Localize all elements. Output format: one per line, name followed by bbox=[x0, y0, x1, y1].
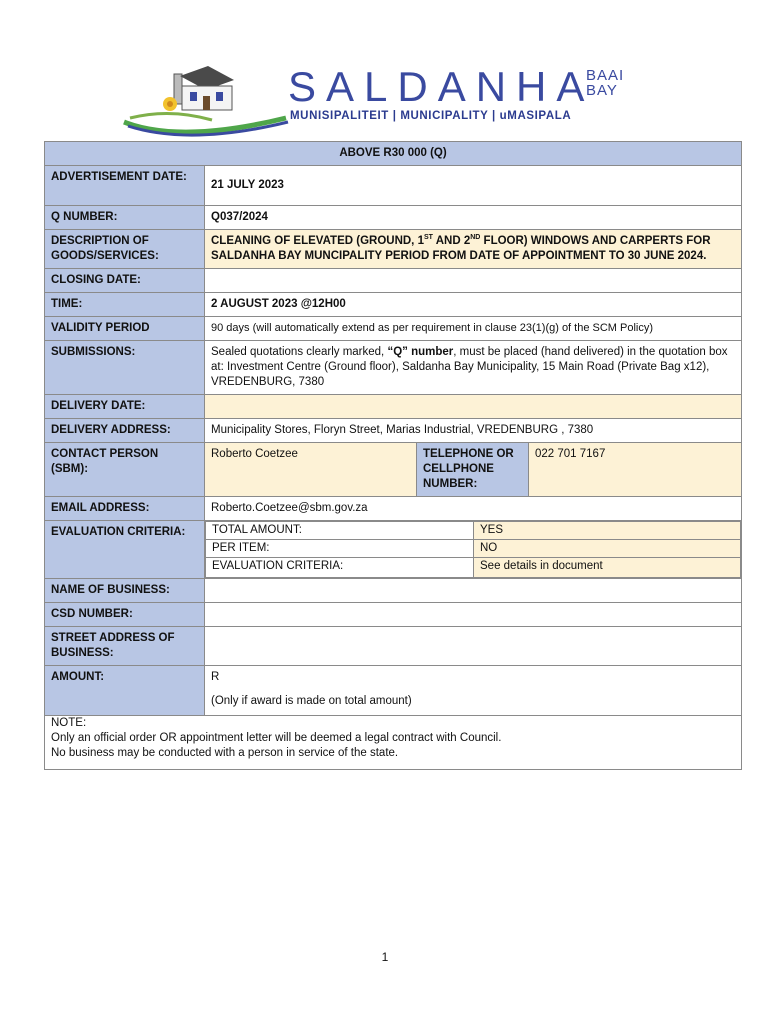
form-title-row bbox=[45, 142, 742, 166]
email-label: EMAIL ADDRESS: bbox=[45, 497, 205, 521]
evaluation-criteria-table bbox=[205, 521, 741, 578]
description-row bbox=[45, 230, 742, 269]
note-row bbox=[45, 716, 742, 770]
evaluation-criteria-row bbox=[206, 540, 741, 558]
evaluation-criteria-row bbox=[206, 522, 741, 540]
time-label: TIME: bbox=[45, 293, 205, 317]
description-label: DESCRIPTION OF GOODS/SERVICES: bbox=[45, 230, 205, 269]
delivery-date-value bbox=[205, 395, 742, 419]
amount-value: R bbox=[211, 671, 220, 683]
evaluation-label: EVALUATION CRITERIA: bbox=[45, 521, 205, 579]
evaluation-criteria-value: NO bbox=[474, 540, 741, 558]
contact-value: Roberto Coetzee bbox=[205, 443, 417, 497]
form-title: ABOVE R30 000 (Q) bbox=[45, 142, 742, 166]
email-value: Roberto.Coetzee@sbm.gov.za bbox=[205, 497, 742, 521]
logo-tagline: MUNISIPALITEIT | MUNICIPALITY | uMASIPALA bbox=[290, 110, 572, 122]
evaluation-criteria-name: PER ITEM: bbox=[206, 540, 474, 558]
advert-date-row bbox=[45, 166, 742, 206]
closing-date-row bbox=[45, 269, 742, 293]
amount-row bbox=[45, 666, 742, 716]
q-number-row bbox=[45, 206, 742, 230]
time-row bbox=[45, 293, 742, 317]
csd-label: CSD NUMBER: bbox=[45, 603, 205, 627]
submissions-value bbox=[205, 341, 742, 395]
submissions-part2: , must be placed (hand delivered) in the quotation box at: Investment Centre (Ground floor), Saldanha Bay Municipality, 15 Main Road (Private Bag x12), VREDENBURG, 7380 bbox=[211, 346, 728, 388]
business-name-row bbox=[45, 579, 742, 603]
quotation-form-table bbox=[44, 141, 742, 770]
contact-row bbox=[45, 443, 742, 497]
street-address-label: STREET ADDRESS OF BUSINESS: bbox=[45, 627, 205, 666]
description-part2: AND 2 bbox=[432, 235, 471, 247]
description-part3: FLOOR) WINDOWS AND CARPERTS FOR SALDANHA BAY MUNCIPALITY PERIOD FROM DATE OF APPOINTMENT TO 30 JUNE 2024. bbox=[211, 235, 711, 262]
house-emblem-icon bbox=[120, 58, 290, 138]
amount-label: AMOUNT: bbox=[45, 666, 205, 716]
note-title: NOTE: bbox=[51, 717, 87, 729]
delivery-address-label: DELIVERY ADDRESS: bbox=[45, 419, 205, 443]
email-row bbox=[45, 497, 742, 521]
contact-label: CONTACT PERSON (SBM): bbox=[45, 443, 205, 497]
brand-sub-baai: BAAI bbox=[586, 67, 625, 84]
submissions-part1: Sealed quotations clearly marked, bbox=[211, 346, 388, 358]
submissions-row bbox=[45, 341, 742, 395]
validity-label: VALIDITY PERIOD bbox=[45, 317, 205, 341]
note-cell bbox=[45, 716, 742, 770]
amount-field[interactable] bbox=[205, 666, 742, 716]
csd-number-field[interactable] bbox=[205, 603, 742, 627]
submissions-label: SUBMISSIONS: bbox=[45, 341, 205, 395]
business-name-label: NAME OF BUSINESS: bbox=[45, 579, 205, 603]
municipality-logo bbox=[120, 58, 640, 138]
amount-note: (Only if award is made on total amount) bbox=[211, 695, 412, 707]
delivery-date-row bbox=[45, 395, 742, 419]
delivery-address-row bbox=[45, 419, 742, 443]
closing-date-label: CLOSING DATE: bbox=[45, 269, 205, 293]
q-number-value: Q037/2024 bbox=[205, 206, 742, 230]
closing-date-value bbox=[205, 269, 742, 293]
evaluation-criteria-name: EVALUATION CRITERIA: bbox=[206, 558, 474, 578]
telephone-label: TELEPHONE OR CELLPHONE NUMBER: bbox=[417, 443, 529, 497]
telephone-value: 022 701 7167 bbox=[529, 443, 742, 497]
brand-name: SALDANHA bbox=[288, 63, 595, 110]
csd-row bbox=[45, 603, 742, 627]
delivery-date-label: DELIVERY DATE: bbox=[45, 395, 205, 419]
evaluation-criteria-row bbox=[206, 558, 741, 578]
street-address-field[interactable] bbox=[205, 627, 742, 666]
evaluation-criteria-name: TOTAL AMOUNT: bbox=[206, 522, 474, 540]
street-address-row bbox=[45, 627, 742, 666]
evaluation-criteria-value: See details in document bbox=[474, 558, 741, 578]
description-value bbox=[205, 230, 742, 269]
description-part1: CLEANING OF ELEVATED (GROUND, 1 bbox=[211, 235, 424, 247]
page-number: 1 bbox=[381, 950, 389, 964]
q-number-label: Q NUMBER: bbox=[45, 206, 205, 230]
evaluation-criteria-cell bbox=[205, 521, 742, 579]
note-line-1: Only an official order OR appointment letter will be deemed a legal contract with Council. bbox=[51, 732, 502, 744]
description-sup2: ND bbox=[470, 234, 481, 242]
description-sup1: ST bbox=[423, 234, 433, 242]
advert-date-label: ADVERTISEMENT DATE: bbox=[45, 166, 205, 206]
brand-sub-bay: BAY bbox=[586, 82, 618, 99]
evaluation-row bbox=[45, 521, 742, 579]
validity-value: 90 days (will automatically extend as per requirement in clause 23(1)(g) of the SCM Policy) bbox=[205, 317, 742, 341]
delivery-address-value: Municipality Stores, Floryn Street, Marias Industrial, VREDENBURG , 7380 bbox=[205, 419, 742, 443]
closing-time-value: 2 AUGUST 2023 @12H00 bbox=[205, 293, 742, 317]
advert-date-value: 21 JULY 2023 bbox=[205, 166, 742, 206]
validity-row bbox=[45, 317, 742, 341]
evaluation-criteria-value: YES bbox=[474, 522, 741, 540]
business-name-field[interactable] bbox=[205, 579, 742, 603]
brand-sub bbox=[586, 68, 624, 98]
submissions-bold: “Q” number bbox=[387, 346, 454, 358]
note-line-2: No business may be conducted with a person in service of the state. bbox=[51, 747, 399, 759]
logo-text bbox=[288, 63, 625, 122]
